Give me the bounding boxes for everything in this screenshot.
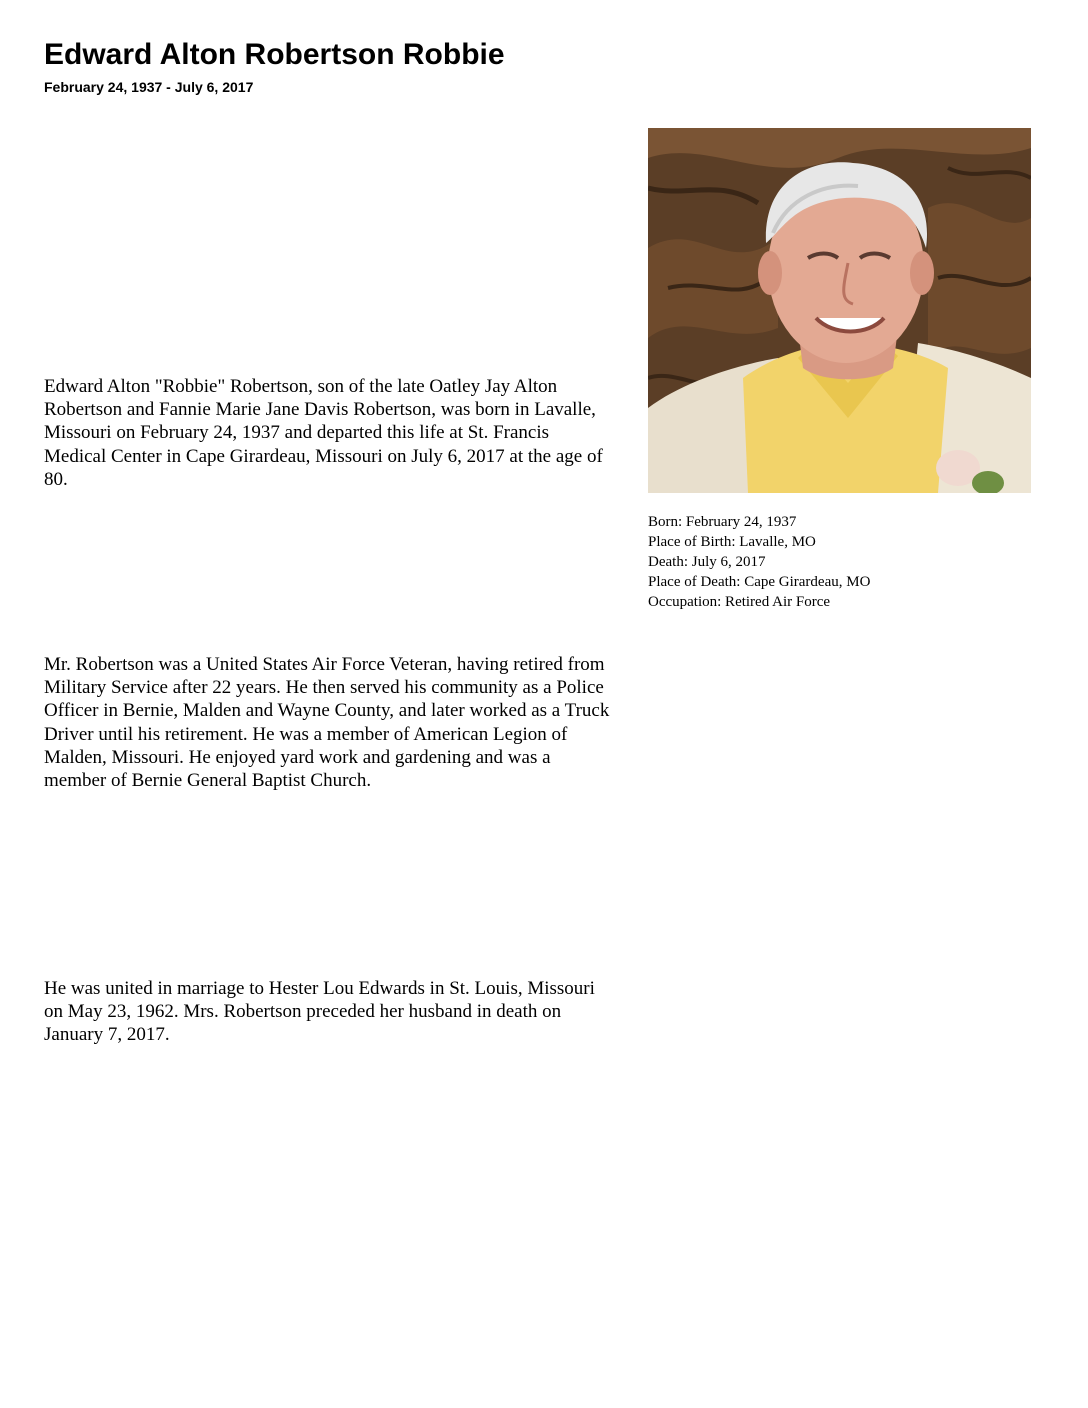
obituary-name: Edward Alton Robertson Robbie xyxy=(44,38,505,71)
fact-born: Born: February 24, 1937 xyxy=(648,514,797,530)
obituary-paragraph-2: Mr. Robertson was a United States Air Force Veteran, having retired from Military Service after 22 years. He then served his community as a Police Officer in Bernie, Malden and Wayne County, and later worked as a Truck Driver until his retirement. He was a member of American Legion of Malden, Missouri. He enjoyed yard work and gardening and was a member of Bernie General Baptist Church. xyxy=(44,654,610,792)
portrait-photo xyxy=(648,128,1031,493)
portrait-illustration xyxy=(648,128,1031,493)
life-dates: February 24, 1937 - July 6, 2017 xyxy=(44,79,254,95)
fact-death: Death: July 6, 2017 xyxy=(648,554,766,570)
fact-occupation: Occupation: Retired Air Force xyxy=(648,594,831,610)
vital-facts xyxy=(648,512,870,612)
fact-place-of-death: Place of Death: Cape Girardeau, MO xyxy=(648,574,871,590)
obituary-paragraph-3: He was united in marriage to Hester Lou Edwards in St. Louis, Missouri on May 23, 1962. Mrs. Robertson preceded her husband in death on January 7, 2017. xyxy=(44,978,595,1046)
obituary-paragraph-1: Edward Alton "Robbie" Robertson, son of the late Oatley Jay Alton Robertson and Fannie Marie Jane Davis Robertson, was born in Lavalle, Missouri on February 24, 1937 and departed this life at St. Francis Medical Center in Cape Girardeau, Missouri on July 6, 2017 at the age of 80. xyxy=(44,376,603,490)
fact-place-of-birth: Place of Birth: Lavalle, MO xyxy=(648,534,816,550)
